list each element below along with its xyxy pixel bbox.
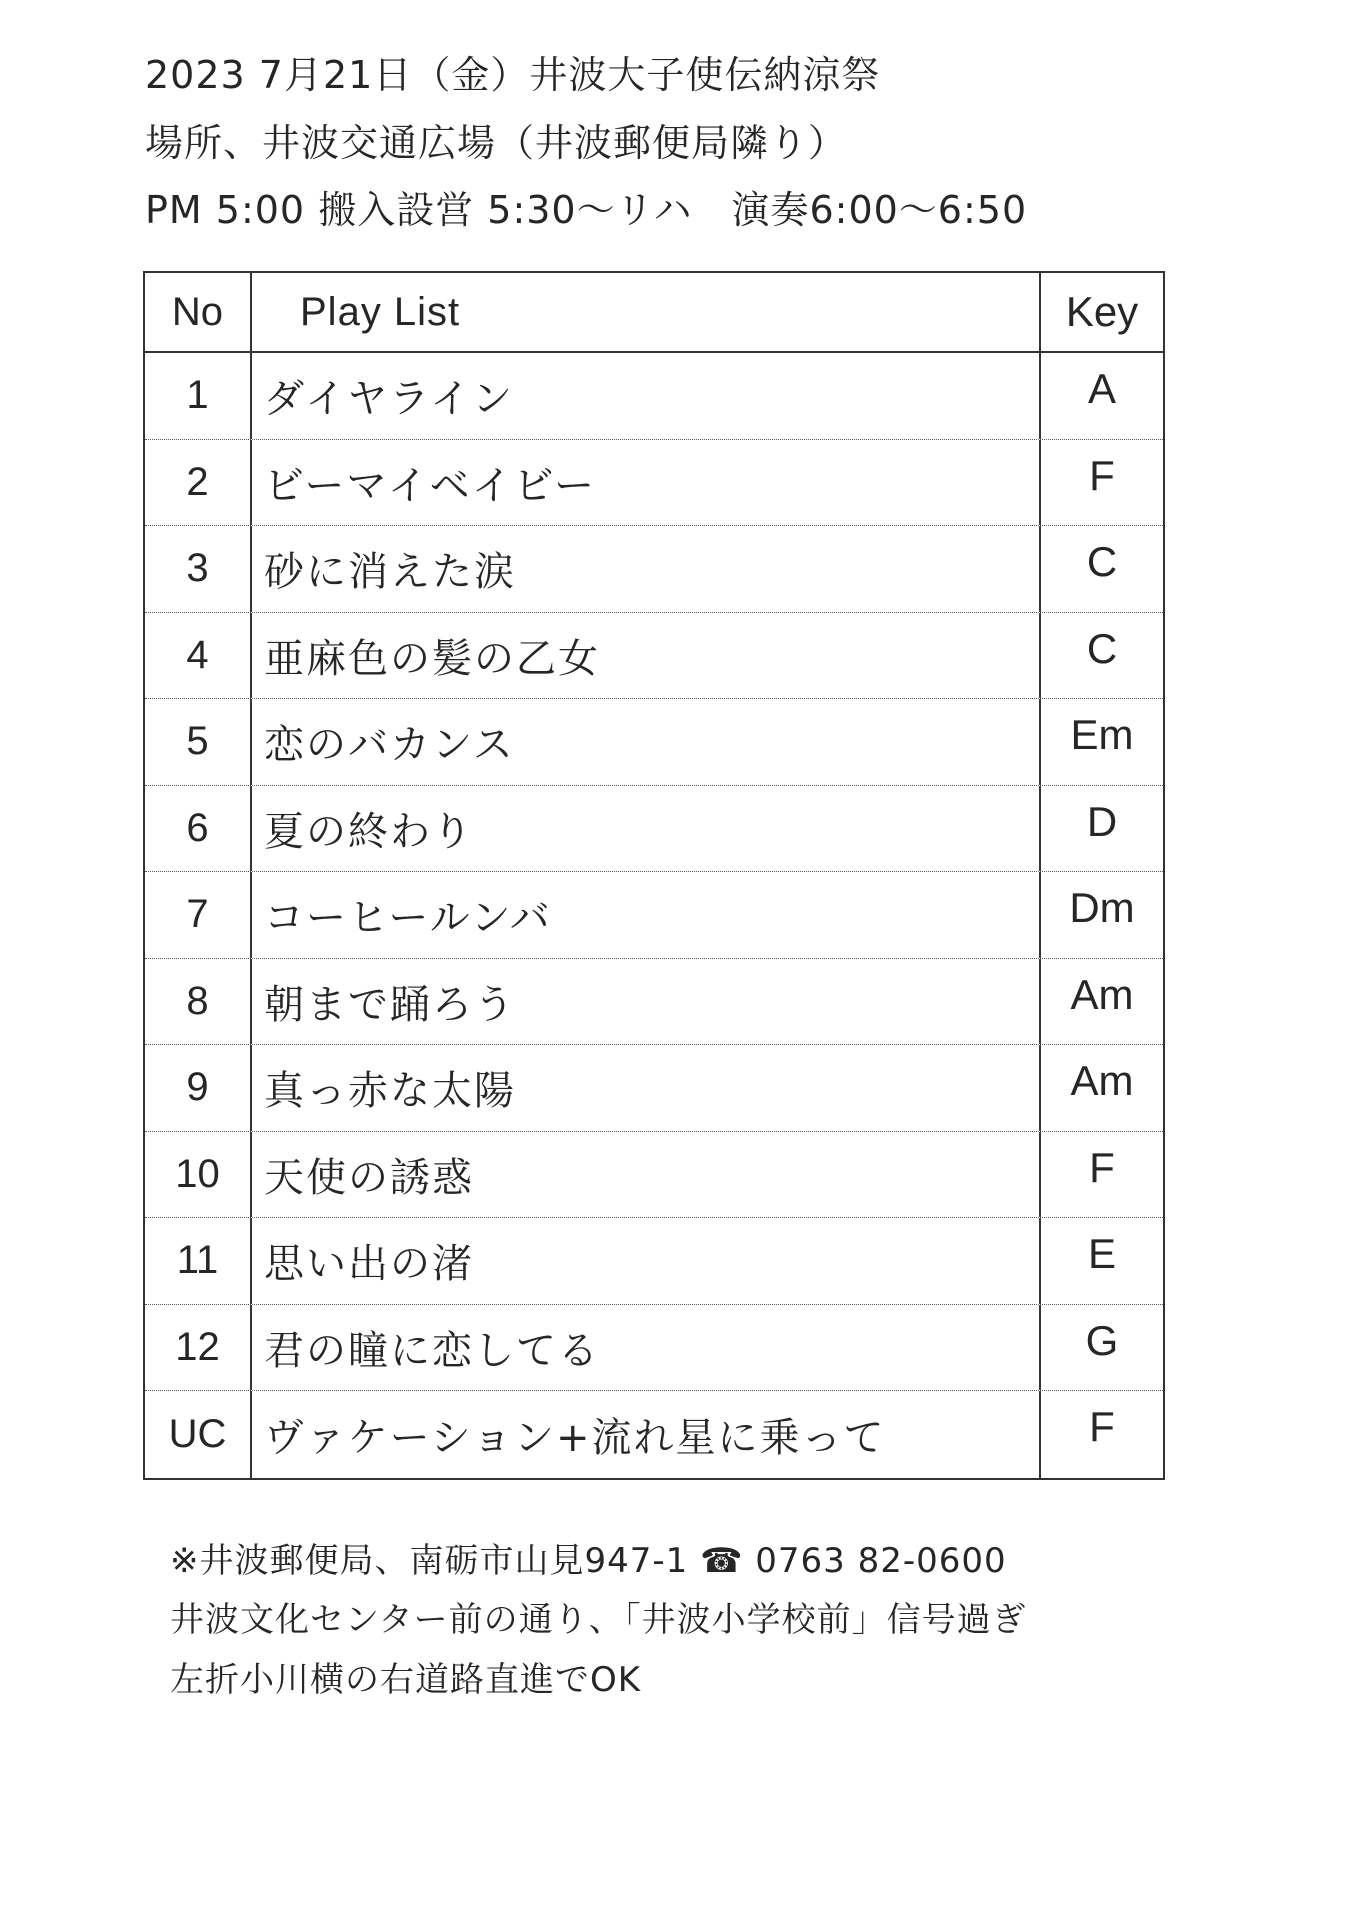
song-key: F [1089,451,1115,499]
table-row [145,959,1163,1046]
song-number: 2 [145,440,252,526]
table-header-row [145,273,1163,353]
table-row [145,1132,1163,1219]
song-number: 1 [145,353,252,439]
song-title: ビーマイベイビー [252,440,1041,526]
song-title: 思い出の渚 [252,1218,1041,1304]
table-row [145,353,1163,440]
column-header-key: Key [1065,288,1139,335]
directions-note: 井波文化センター前の通り、「井波小学校前」信号過ぎ [170,1600,1027,1640]
song-key: C [1086,624,1118,672]
song-key: Am [1070,970,1134,1018]
table-row [145,1045,1163,1132]
song-key: F [1089,1403,1115,1450]
post-office-address-note: ※井波郵便局、南砺市山見947-1 ☎ 0763 82-0600 [170,1541,1007,1581]
table-row [145,1305,1163,1392]
table-row [145,613,1163,700]
song-title: 真っ赤な太陽 [252,1045,1041,1131]
song-title: 天使の誘惑 [252,1132,1041,1218]
song-key: D [1086,797,1118,845]
song-title: 恋のバカンス [252,699,1041,785]
song-title: コーヒールンバ [252,872,1041,958]
song-number: 10 [145,1132,252,1218]
column-header-no: No [145,273,252,351]
song-number: 12 [145,1305,252,1391]
table-row [145,872,1163,959]
song-number: UC [145,1391,252,1478]
directions-note-continued: 左折小川横の右道路直進でOK [170,1660,642,1700]
table-row [145,699,1163,786]
event-schedule: PM 5:00 搬入設営 5:30〜リハ 演奏6:00〜6:50 [145,188,1028,232]
table-row [145,526,1163,613]
song-number: 3 [145,526,252,612]
table-row [145,786,1163,873]
table-row [145,440,1163,527]
song-title: ダイヤライン [252,353,1041,439]
table-row [145,1218,1163,1305]
song-title: 砂に消えた涙 [252,526,1041,612]
song-key: C [1086,538,1118,585]
event-location: 場所、井波交通広場（井波郵便局隣り） [145,121,848,165]
event-date-title: 2023 7月21日（金）井波大子使伝納涼祭 [145,53,881,97]
song-number: 9 [145,1045,252,1131]
song-key: G [1085,1316,1119,1364]
song-title: 君の瞳に恋してる [252,1305,1041,1391]
song-number: 5 [145,699,252,785]
setlist-table [143,271,1165,1480]
song-title: 朝まで踊ろう [252,959,1041,1045]
song-key: Em [1070,711,1134,758]
column-header-play-list: Play List [252,273,1041,351]
song-key: F [1089,1143,1115,1191]
song-title: 夏の終わり [252,786,1041,872]
song-number: 4 [145,613,252,699]
song-key: Dm [1069,884,1135,931]
song-title: ヴァケーション+流れ星に乗って [252,1391,1041,1478]
song-number: 6 [145,786,252,872]
song-key: A [1087,365,1116,412]
song-key: E [1087,1230,1116,1277]
song-number: 7 [145,872,252,958]
song-title: 亜麻色の髪の乙女 [252,613,1041,699]
song-number: 8 [145,959,252,1045]
song-key: Am [1070,1057,1134,1104]
song-number: 11 [145,1218,252,1304]
table-row [145,1391,1163,1478]
